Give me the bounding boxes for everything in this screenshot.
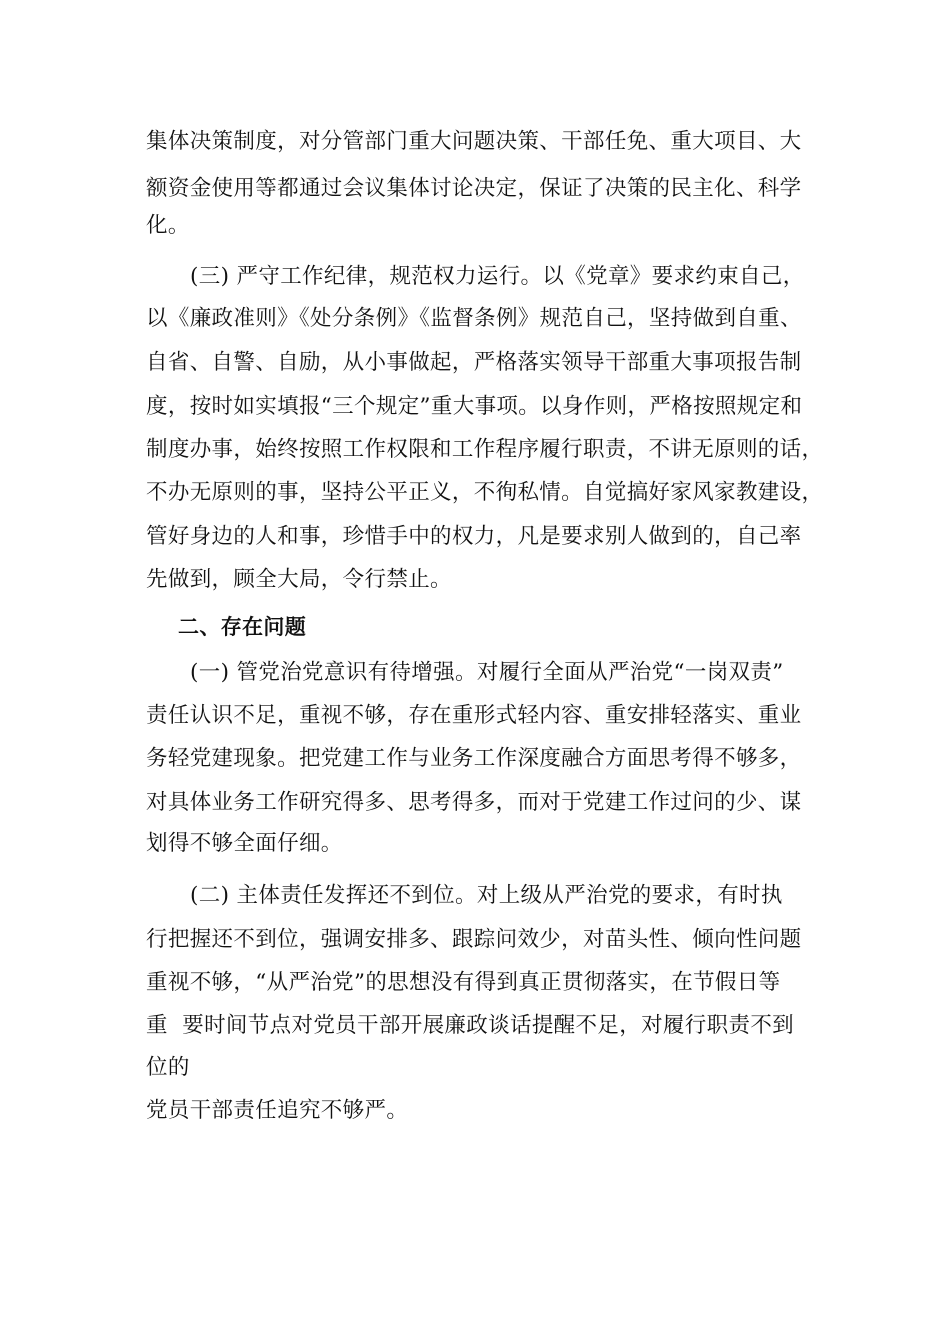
text-line: 化。 xyxy=(146,213,190,238)
text-line: 集体决策制度，对分管部门重大问题决策、干部任免、重大项目、大 xyxy=(146,129,802,154)
text-line: 重 要时间节点对党员干部开展廉政谈话提醒不足，对履行职责不到 xyxy=(146,1013,795,1038)
text-line: 责任认识不足，重视不够，存在重形式轻内容、重安排轻落实、重业 xyxy=(146,703,802,728)
text-line: 位的 xyxy=(146,1055,190,1080)
text-line: 先做到，顾全大局，令行禁止。 xyxy=(146,567,452,592)
text-line: (一) 管党治党意识有待增强。对履行全面从严治党“一岗双责” xyxy=(190,660,784,685)
text-line: 自省、自警、自励，从小事做起，严格落实领导干部重大事项报告制 xyxy=(146,350,802,375)
text-line: 对具体业务工作研究得多、思考得多，而对于党建工作过问的少、谋 xyxy=(146,790,802,815)
text-line: 重视不够，“从严治党”的思想没有得到真正贯彻落实，在节假日等 xyxy=(146,970,781,995)
text-line: 制度办事，始终按照工作权限和工作程序履行职责，不讲无原则的话， xyxy=(146,437,824,462)
text-line: 划得不够全面仔细。 xyxy=(146,831,343,856)
text-line: 以《廉政准则》《处分条例》《监督条例》规范自己，坚持做到自重、 xyxy=(146,306,802,331)
text-line: (三) 严守工作纪律，规范权力运行。以《党章》要求约束自己， xyxy=(190,264,805,289)
text-line: 度，按时如实填报“三个规定”重大事项。以身作则，严格按照规定和 xyxy=(146,394,803,419)
text-line: 不办无原则的事，坚持公平正义，不徇私情。自觉搞好家风家教建设， xyxy=(146,480,824,505)
text-line: 务轻党建现象。把党建工作与业务工作深度融合方面思考得不够多， xyxy=(146,746,802,771)
text-line: 额资金使用等都通过会议集体讨论决定，保证了决策的民主化、科学 xyxy=(146,176,802,201)
section-heading: 二、存在问题 xyxy=(178,615,307,639)
text-line: 管好身边的人和事，珍惜手中的权力，凡是要求别人做到的，自己率 xyxy=(146,524,802,549)
text-line: 党员干部责任追究不够严。 xyxy=(146,1098,409,1123)
text-line: 行把握还不到位，强调安排多、跟踪问效少，对苗头性、倾向性问题 xyxy=(146,927,802,952)
text-line: (二) 主体责任发挥还不到位。对上级从严治党的要求，有时执 xyxy=(190,883,783,908)
